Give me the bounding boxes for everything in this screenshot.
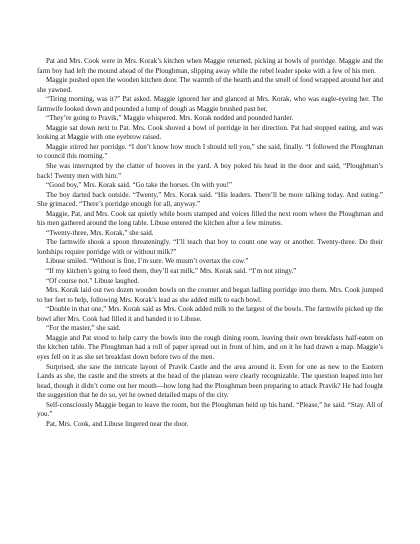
paragraph: “Good boy,” Mrs. Korak said. “Go take the horses. On with you!”: [46, 181, 233, 190]
paragraph: Libuse smiled. “Without is fine, I’m sure. We mustn’t overtax the cow.”: [46, 257, 249, 266]
paragraph: Pat, Mrs. Cook, and Libuse lingered near the door.: [46, 419, 189, 428]
paragraph: “Double in that one,” Mrs. Korak said as Mrs. Cook added milk to the largest of the bowls. The farmwife picked up the bowl after Mrs. Cook had filled it and handed it to Libuse.: [37, 305, 383, 323]
paragraph: The boy darted back outside. “Twenty,” Mrs. Korak said. “His leaders. There’ll be more talking today. And eating.” She grimaced. “There’s porridge enough for all, anyway.”: [37, 190, 383, 209]
paragraph: She was interrupted by the clatter of hooves in the yard. A boy poked his head in the door and said, “Ploughman’s back! Twenty men with him.”: [37, 162, 383, 180]
paragraph: “Twenty-three, Mrs. Korak,” she said.: [46, 228, 154, 237]
paragraph: The farmwife shook a spoon threateningly. “I’ll teach that boy to count one way or another. Twenty-three. Do their lordships require porridge with or without milk?”: [37, 238, 383, 256]
paragraph: Pat and Mrs. Cook were in Mrs. Korak’s kitchen when Maggie returned, picking at bowls of porridge. Maggie and the farm boy had left the mound ahead of the Ploughman, slipping away while the rebel leader spoke with a few of his men.: [37, 57, 383, 75]
paragraph: “If my kitchen’s going to feed them, they’ll eat milk,” Mrs. Korak said. “I’m not stingy.”: [46, 267, 297, 276]
paragraph: Maggie stirred her porridge. “I don’t know how much I should tell you,” she said, finally. “I followed the Ploughman to council this morning.”: [37, 142, 383, 161]
body-text: [37, 57, 383, 429]
paragraph: Self-consciously Maggie began to leave the room, but the Ploughman held up his hand. “Please,” he said. “Stay. All of you.”: [37, 400, 383, 419]
paragraph: Maggie and Pat stood to help carry the bowls into the rough dining room, leaving their own breakfasts half-eaten on the kitchen table. The Ploughman had a roll of paper spread out in front of him, and on it he had drawn a map. Maggie’s eyes fell on it as she set breakfast down before two of the men.: [37, 333, 383, 361]
paragraph: Mrs. Korak laid out two dozen wooden bowls on the counter and began ladling porridge into them. Mrs. Cook jumped to her feet to help, following Mrs. Korak’s lead as she added milk to each bowl.: [37, 286, 383, 304]
paragraph: Surprised, she saw the intricate layout of Pravik Castle and the area around it. Even for one as new to the Eastern Lands as she, the castle and the streets at the head of the plateau were clearly recognizable. The question leaped into her head, though it didn’t come out her mouth—how long had the Ploughman been preparing to attack Pravik? He had fought the suggestion that he do so, yet he owned detailed maps of the city.: [37, 362, 383, 400]
paragraph: Maggie pushed open the wooden kitchen door. The warmth of the hearth and the smell of food wrapped around her and she yawned.: [37, 76, 383, 94]
paragraph: Maggie sat down next to Pat. Mrs. Cook shoved a bowl of porridge in her direction. Pat had stopped eating, and was looking at Maggie with one eyebrow raised.: [37, 123, 383, 142]
paragraph: “They’re going to Pravik,” Maggie whispered. Mrs. Korak nodded and pounded harder.: [46, 114, 294, 123]
paragraph: “For the master,” she said.: [46, 324, 121, 333]
paragraph: Maggie, Pat, and Mrs. Cook sat quietly while boots stamped and voices filled the next room where the Ploughman and his men gathered around the long table. Libuse entered the kitchen after a few minutes.: [37, 209, 383, 228]
paragraph: “Of course not.” Libuse laughed.: [46, 276, 140, 285]
paragraph: “Tiring morning, was it?” Pat asked. Maggie ignored her and glanced at Mrs. Korak, who was eagle-eyeing her. The farmwife looked down and pounded a lump of dough as Maggie brushed past her.: [37, 95, 383, 113]
